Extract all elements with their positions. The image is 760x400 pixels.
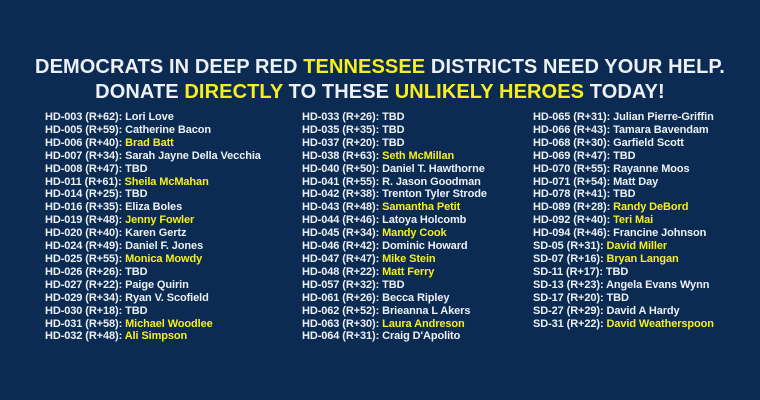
- candidate-name: Mandy Cook: [382, 227, 447, 240]
- district-label: HD-038 (R+63):: [302, 149, 383, 162]
- district-label: HD-033 (R+26):: [302, 111, 383, 123]
- candidate-name: Monica Mowdy: [125, 252, 203, 265]
- headline-text: DISTRICTS NEED YOUR HELP.: [425, 56, 725, 78]
- district-label: HD-048 (R+22):: [302, 265, 383, 278]
- district-label: HD-046 (R+42):: [302, 240, 383, 253]
- district-label: HD-041 (R+55):: [302, 175, 383, 188]
- candidate-name: Tamara Bavendam: [613, 123, 709, 136]
- candidate-name: TBD: [382, 278, 405, 291]
- list-item: [533, 163, 748, 176]
- district-label: HD-089 (R+28):: [533, 201, 614, 214]
- district-label: HD-094 (R+46):: [533, 227, 614, 240]
- candidate-name: Bryan Langan: [606, 252, 679, 265]
- candidate-name: TBD: [382, 111, 405, 123]
- list-item: [45, 318, 302, 331]
- list-item: [533, 318, 748, 331]
- district-list: [45, 111, 748, 343]
- headline-text: TODAY!: [584, 81, 665, 103]
- list-item: [533, 176, 748, 189]
- district-label: HD-045 (R+34):: [302, 227, 383, 240]
- list-item: [302, 137, 533, 150]
- district-label: HD-070 (R+55):: [533, 162, 614, 175]
- headline-highlight-text: TENNESSEE: [303, 56, 426, 78]
- district-label: SD-27 (R+29):: [533, 304, 607, 317]
- list-item: [302, 279, 533, 292]
- candidate-name: TBD: [613, 149, 636, 162]
- candidate-name: Lori Love: [125, 111, 174, 123]
- list-item: [45, 266, 302, 279]
- candidate-name: Samantha Petit: [382, 201, 461, 214]
- list-item: [302, 124, 533, 137]
- list-item: [45, 292, 302, 305]
- candidate-name: TBD: [125, 188, 148, 201]
- district-column-2: [302, 111, 533, 343]
- district-label: HD-057 (R+32):: [302, 278, 383, 291]
- district-label: HD-030 (R+18):: [45, 304, 126, 317]
- list-item: [45, 201, 302, 214]
- district-label: HD-035 (R+35):: [302, 123, 383, 136]
- list-item: [533, 227, 748, 240]
- district-label: HD-008 (R+47):: [45, 162, 126, 175]
- list-item: [533, 201, 748, 214]
- candidate-name: Francine Johnson: [613, 227, 707, 240]
- list-item: [45, 163, 302, 176]
- list-item: [45, 253, 302, 266]
- district-label: SD-11 (R+17):: [533, 265, 606, 278]
- district-label: HD-019 (R+48):: [45, 214, 126, 227]
- candidate-name: Sheila McMahan: [124, 175, 209, 188]
- candidate-name: Seth McMillan: [382, 149, 455, 162]
- candidate-name: Brad Batt: [125, 136, 174, 149]
- district-label: HD-071 (R+54):: [533, 175, 614, 188]
- district-label: HD-024 (R+49):: [45, 240, 126, 253]
- candidate-name: Julian Pierre-Griffin: [613, 111, 714, 123]
- list-item: [45, 214, 302, 227]
- candidate-name: Dominic Howard: [382, 240, 468, 253]
- district-label: HD-011 (R+61):: [45, 175, 125, 188]
- candidate-name: Latoya Holcomb: [382, 214, 467, 227]
- headline: [0, 55, 760, 105]
- candidate-name: Angela Evans Wynn: [606, 278, 710, 291]
- candidate-name: Matt Day: [613, 175, 659, 188]
- district-label: HD-042 (R+38):: [302, 188, 383, 201]
- candidate-name: Matt Ferry: [382, 265, 435, 278]
- candidate-name: Daniel T. Hawthorne: [382, 162, 485, 175]
- list-item: [533, 253, 748, 266]
- candidate-name: TBD: [613, 188, 636, 201]
- candidate-name: TBD: [125, 304, 148, 317]
- district-label: HD-029 (R+34):: [45, 291, 126, 304]
- district-label: SD-13 (R+23):: [533, 278, 607, 291]
- headline-line-1: [0, 55, 760, 80]
- list-item: [45, 330, 302, 343]
- candidate-name: Laura Andreson: [382, 317, 465, 330]
- list-item: [302, 227, 533, 240]
- list-item: [45, 111, 302, 124]
- list-item: [302, 253, 533, 266]
- list-item: [533, 124, 748, 137]
- headline-text: DONATE: [95, 81, 185, 103]
- candidate-name: TBD: [606, 291, 629, 304]
- list-item: [45, 176, 302, 189]
- list-item: [45, 227, 302, 240]
- list-item: [533, 111, 748, 124]
- headline-text: TO THESE: [283, 81, 395, 103]
- candidate-name: Ali Simpson: [124, 330, 188, 343]
- candidate-name: Becca Ripley: [382, 291, 450, 304]
- candidate-name: Daniel F. Jones: [125, 240, 204, 253]
- candidate-name: TBD: [382, 136, 405, 149]
- district-label: SD-07 (R+16):: [533, 252, 607, 265]
- district-label: HD-031 (R+58):: [45, 317, 126, 330]
- district-label: HD-065 (R+31):: [533, 111, 614, 123]
- district-label: HD-020 (R+40):: [45, 227, 126, 240]
- headline-highlight-text: UNLIKELY HEROES: [394, 81, 585, 103]
- district-label: HD-092 (R+40):: [533, 214, 614, 227]
- list-item: [533, 137, 748, 150]
- district-label: HD-066 (R+43):: [533, 123, 614, 136]
- district-label: HD-062 (R+52):: [302, 304, 383, 317]
- candidate-name: Garfield Scott: [613, 136, 684, 149]
- district-label: HD-044 (R+46):: [302, 214, 383, 227]
- list-item: [302, 240, 533, 253]
- candidate-name: Randy DeBord: [613, 201, 689, 214]
- candidate-name: Karen Gertz: [125, 227, 187, 240]
- list-item: [45, 279, 302, 292]
- list-item: [302, 266, 533, 279]
- district-label: HD-069 (R+47):: [533, 149, 614, 162]
- list-item: [533, 214, 748, 227]
- district-column-3: [533, 111, 748, 343]
- list-item: [533, 305, 748, 318]
- candidate-name: R. Jason Goodman: [382, 175, 481, 188]
- list-item: [302, 214, 533, 227]
- district-label: HD-025 (R+55):: [45, 252, 126, 265]
- candidate-name: David Weatherspoon: [606, 317, 714, 330]
- list-item: [45, 188, 302, 201]
- district-label: SD-17 (R+20):: [533, 291, 607, 304]
- candidate-name: Eliza Boles: [125, 201, 183, 214]
- candidate-name: David A Hardy: [606, 304, 680, 317]
- list-item: [302, 330, 533, 343]
- list-item: [45, 150, 302, 163]
- list-item: [302, 318, 533, 331]
- district-label: HD-078 (R+41):: [533, 188, 614, 201]
- headline-text: DEMOCRATS IN DEEP RED: [35, 56, 304, 78]
- candidate-name: Teri Mai: [613, 214, 654, 227]
- district-label: HD-047 (R+47):: [302, 252, 383, 265]
- list-item: [302, 111, 533, 124]
- list-item: [533, 266, 748, 279]
- district-label: HD-014 (R+25):: [45, 188, 126, 201]
- candidate-name: Brieanna L Akers: [382, 304, 471, 317]
- district-label: SD-31 (R+22):: [533, 317, 607, 330]
- list-item: [302, 201, 533, 214]
- list-item: [302, 176, 533, 189]
- district-label: HD-032 (R+48):: [45, 330, 125, 343]
- district-label: HD-003 (R+62):: [45, 111, 126, 123]
- headline-highlight-text: DIRECTLY: [184, 81, 283, 103]
- candidate-name: Trenton Tyler Strode: [382, 188, 487, 201]
- candidate-name: Ryan V. Scofield: [125, 291, 209, 304]
- candidate-name: Jenny Fowler: [125, 214, 195, 227]
- district-label: HD-016 (R+35):: [45, 201, 126, 214]
- list-item: [45, 137, 302, 150]
- list-item: [533, 279, 748, 292]
- list-item: [45, 305, 302, 318]
- list-item: [45, 124, 302, 137]
- candidate-name: Mike Stein: [382, 252, 436, 265]
- list-item: [533, 292, 748, 305]
- list-item: [302, 150, 533, 163]
- headline-line-2: [0, 80, 760, 105]
- district-label: HD-043 (R+48):: [302, 201, 383, 214]
- district-label: HD-006 (R+40):: [45, 136, 126, 149]
- candidate-name: TBD: [125, 265, 148, 278]
- district-label: HD-061 (R+26):: [302, 291, 383, 304]
- candidate-name: Michael Woodlee: [125, 317, 213, 330]
- district-label: SD-05 (R+31):: [533, 240, 607, 253]
- list-item: [302, 163, 533, 176]
- district-label: HD-037 (R+20):: [302, 136, 383, 149]
- list-item: [302, 188, 533, 201]
- district-label: HD-064 (R+31):: [302, 330, 383, 343]
- district-label: HD-063 (R+30):: [302, 317, 383, 330]
- list-item: [302, 305, 533, 318]
- list-item: [533, 150, 748, 163]
- district-label: HD-027 (R+22):: [45, 278, 126, 291]
- district-label: HD-040 (R+50):: [302, 162, 383, 175]
- candidate-name: TBD: [605, 265, 629, 278]
- candidate-name: Rayanne Moos: [613, 162, 690, 175]
- list-item: [45, 240, 302, 253]
- district-label: HD-026 (R+26):: [45, 265, 126, 278]
- district-label: HD-007 (R+34):: [45, 149, 126, 162]
- candidate-name: Craig D'Apolito: [382, 330, 461, 343]
- district-column-1: [45, 111, 302, 343]
- candidate-name: Paige Quirin: [125, 278, 189, 291]
- candidate-name: TBD: [382, 123, 405, 136]
- district-label: HD-005 (R+59):: [45, 123, 126, 136]
- list-item: [533, 188, 748, 201]
- candidate-name: Catherine Bacon: [125, 123, 212, 136]
- candidate-name: Sarah Jayne Della Vecchia: [125, 149, 261, 162]
- list-item: [533, 240, 748, 253]
- district-label: HD-068 (R+30):: [533, 136, 614, 149]
- candidate-name: David Miller: [606, 240, 668, 253]
- list-item: [302, 292, 533, 305]
- candidate-name: TBD: [125, 162, 148, 175]
